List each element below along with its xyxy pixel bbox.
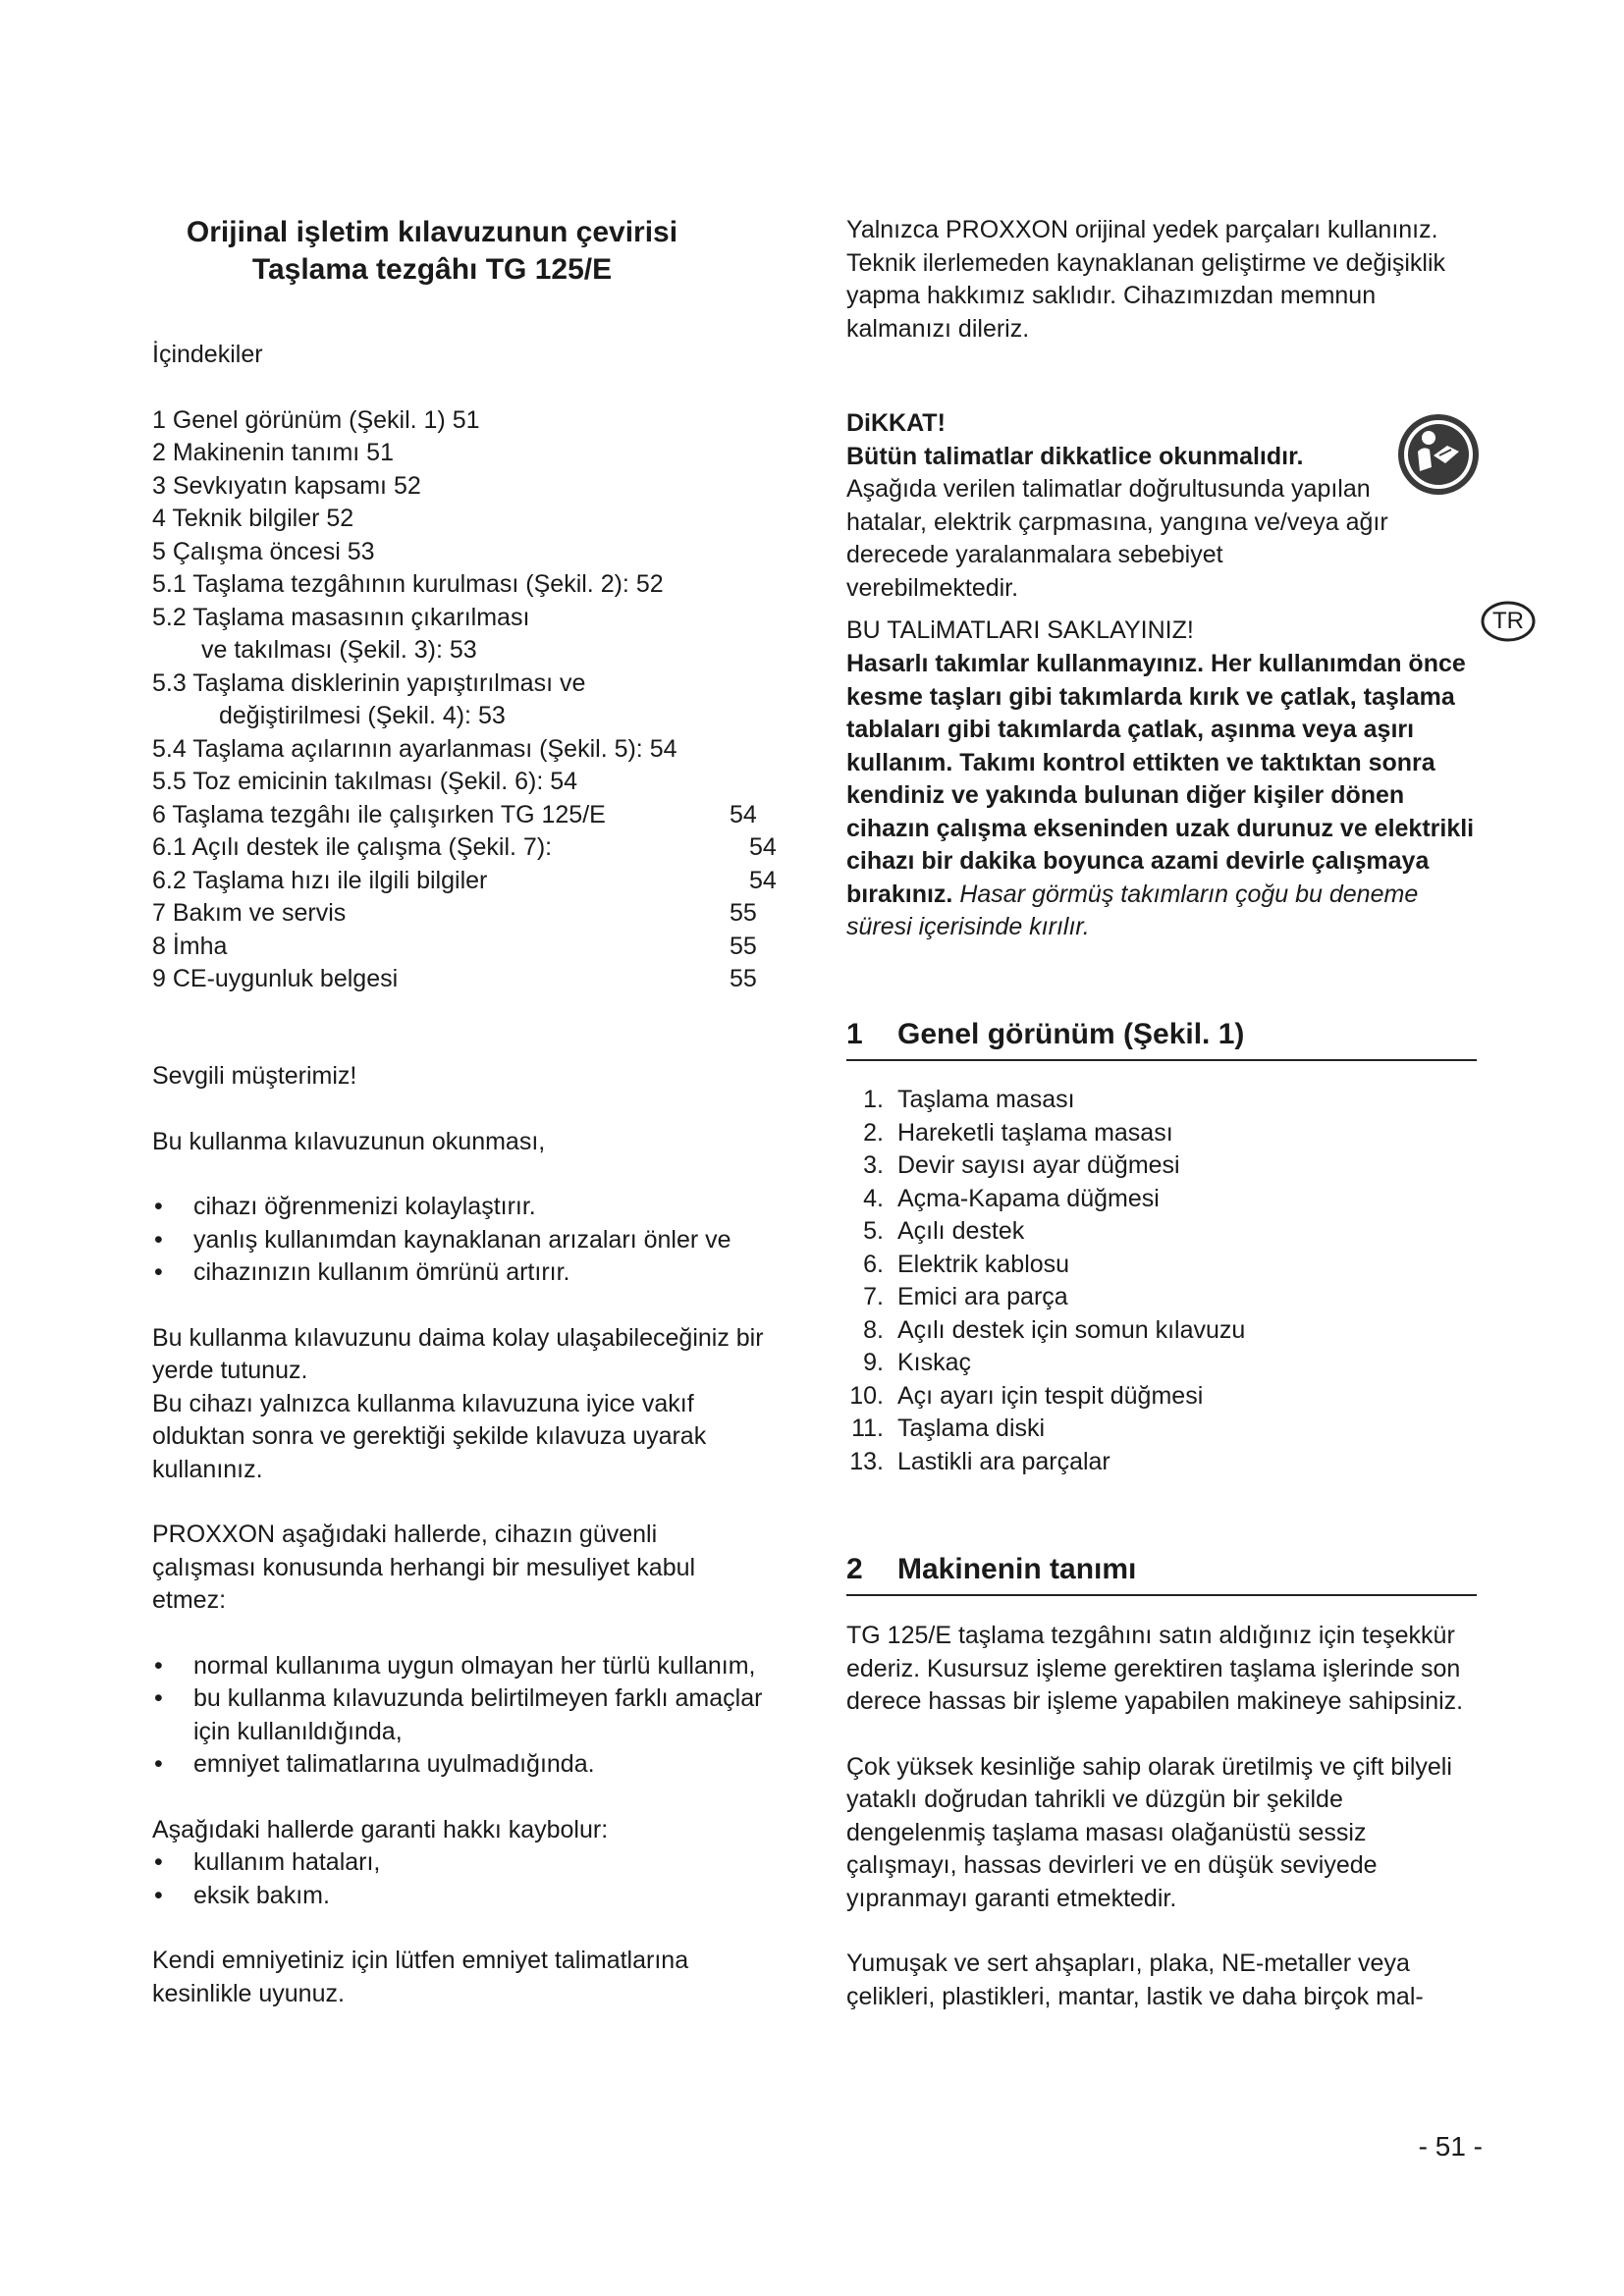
list-item-number: 1.: [863, 1086, 884, 1113]
toc-item: [152, 865, 781, 898]
list-item: [846, 1380, 1477, 1414]
list-item: • bu kullanma kılavuzunda belirtilmeyen farklı amaçlar için kullanıldığında,: [152, 1682, 781, 1748]
list-item-number: 7.: [863, 1283, 884, 1310]
list-item: [846, 1281, 1477, 1314]
page-number: - 51 -: [1418, 2131, 1483, 2162]
damaged-tools-warning: [846, 648, 1485, 944]
toc-item: [152, 799, 781, 832]
toc-item-label: 5.5 Toz emicinin takılması (Şekil. 6): 54: [152, 768, 578, 795]
greeting: Sevgili müşterimiz!: [152, 1062, 357, 1090]
warranty-list: [152, 1846, 781, 1912]
list-item-number: 9.: [863, 1349, 884, 1376]
toc-item: [152, 831, 781, 865]
list-item: • normal kullanıma uygun olmayan her türlü kullanım,: [152, 1650, 781, 1683]
attention-block: [846, 407, 1485, 648]
toc-item-page: 55: [730, 932, 757, 960]
toc-item-page: 54: [749, 833, 777, 861]
attention-title: DiKKAT!: [846, 409, 946, 437]
section-1-heading: [846, 1016, 1477, 1061]
list-item-label: Taşlama masası: [897, 1086, 1075, 1113]
attention-body: Aşağıda verilen talimatlar doğrultusunda yapılan hatalar, elektrik çarpmasına, yangına ve/veya ağır derecede yaralanmalara sebebiyet verebilmektedir.: [846, 475, 1388, 602]
left-column: [152, 1060, 781, 2010]
list-item-number: 6.: [863, 1250, 884, 1278]
tech-note-text: Teknik ilerlemeden kaynaklanan geliştirme ve değişiklik yapma hakkımız saklıdır. Cihazımızdan memnun kalmanızı dileriz.: [846, 248, 1446, 343]
toc-item-label: 5 Çalışma öncesi 53: [152, 537, 375, 565]
toc-item: [152, 602, 781, 635]
list-item: • cihazı öğrenmenizi kolaylaştırır.: [152, 1191, 781, 1224]
toc-item: [152, 634, 781, 667]
toc-item-label: 3 Sevkıyatın kapsamı 52: [152, 471, 421, 500]
toc-item: [152, 766, 781, 799]
language-badge: [1480, 599, 1537, 644]
list-item-label: Lastikli ara parçalar: [897, 1447, 1110, 1475]
damaged-tools-bold: Hasarlı takımlar kullanmayınız. Her kullanımdan önce kesme taşları gibi takımlarda kırık ve çatlak, taşlama tablaları gibi takımlarda çatlak, aşınma veya aşırı kullanım. Takımı kontrol ettikten ve taktıktan sonra kendiniz ve yakında bulunan diğer kişiler dönen cihazın çalışma ekseninden uzak durunuz ve elektrikli cihazı bir dakika boyunca azami devirle çalışmaya bırakınız.: [846, 650, 1475, 908]
toc-item-label: 5.1 Taşlama tezgâhının kurulması (Şekil. 2): 52: [152, 570, 664, 598]
right-column-intro: [846, 214, 1485, 346]
toc-item: [152, 404, 781, 438]
list-item: [846, 1215, 1477, 1249]
list-item-number: 5.: [863, 1217, 884, 1245]
list-item-label: Taşlama diski: [897, 1415, 1046, 1442]
toc-item-label: 4 Teknik bilgiler 52: [152, 505, 354, 532]
list-item-number: 10.: [849, 1381, 884, 1410]
toc-item-label: 8 İmha: [152, 932, 228, 960]
liability-list: [152, 1650, 781, 1782]
toc-item-label: 6 Taşlama tezgâhı ile çalışırken TG 125/E: [152, 800, 606, 828]
liability-text: PROXXON aşağıdaki hallerde, cihazın güvenli çalışması konusunda herhangi bir mesuliyet kabul etmez:: [152, 1521, 696, 1614]
toc-item-label: 6.1 Açılı destek ile çalışma (Şekil. 7):: [152, 833, 553, 861]
list-item-number: 11.: [851, 1415, 884, 1442]
section-2-para-1: TG 125/E taşlama tezgâhını satın aldığınız için teşekkür ederiz. Kusursuz işleme gerektiren taşlama işlerinde son derece hassas bir işleme yapabilen makineye sahipsiniz.: [846, 1622, 1464, 1715]
document-title: [147, 214, 717, 289]
toc-item-label: 9 CE-uygunluk belgesi: [152, 965, 399, 992]
toc-item-label: 5.2 Taşlama masasının çıkarılması: [152, 603, 530, 631]
list-item-label: Emici ara parça: [897, 1283, 1068, 1310]
overview-parts-list: [846, 1084, 1477, 1478]
list-item: • kullanım hataları,: [152, 1846, 781, 1880]
section-2-title: Makinenin tanımı: [897, 1553, 1137, 1585]
list-item-number: 2.: [863, 1118, 884, 1147]
toc-item: [152, 503, 781, 536]
section-2-para-2: Çok yüksek kesinliğe sahip olarak üretilmiş ve çift bilyeli yataklı doğrudan tahrikli ve düzgün bir şekilde dengelenmiş taşlama masası olağanüstü sessiz çalışmayı, hassas devirleri ve en düşük seviyede yıpranmayı garanti etmektedir.: [846, 1752, 1452, 1912]
toc-item-label: 7 Bakım ve servis: [152, 899, 347, 927]
attention-text: [846, 441, 1396, 606]
section-2-heading: [846, 1551, 1477, 1596]
list-item-number: 4.: [863, 1184, 884, 1212]
list-item: [846, 1183, 1477, 1216]
language-code: TR: [1492, 608, 1524, 634]
toc-item: [152, 568, 781, 602]
toc-heading: İçindekiler: [152, 341, 263, 368]
toc-item: [152, 733, 781, 767]
toc-item-label: 6.2 Taşlama hızı ile ilgili bilgiler: [152, 866, 488, 894]
keep-instructions-text: BU TALiMATLARI SAKLAYINIZ!: [846, 616, 1194, 644]
list-item-label: Hareketli taşlama masası: [897, 1118, 1173, 1147]
section-2: [846, 1551, 1477, 2013]
safety-text: Kendi emniyetiniz için lütfen emniyet talimatlarına kesinlikle uyunuz.: [152, 1947, 689, 2007]
toc-item: [152, 536, 781, 569]
list-item: • yanlış kullanımdan kaynaklanan arızaları önler ve: [152, 1224, 781, 1257]
warranty-text: Aşağıdaki hallerde garanti hakkı kaybolur:: [152, 1815, 609, 1843]
list-item-label: Açılı destek için somun kılavuzu: [897, 1315, 1246, 1344]
list-item: [846, 1347, 1477, 1380]
list-item: [846, 1149, 1477, 1183]
title-line-2: Taşlama tezgâhı TG 125/E: [251, 253, 613, 286]
toc-item-label: 1 Genel görünüm (Şekil. 1) 51: [152, 405, 480, 434]
toc-item-label: 5.3 Taşlama disklerinin yapıştırılması ve: [152, 668, 586, 697]
toc-item-label: 2 Makinenin tanımı 51: [152, 439, 394, 466]
toc-item: [152, 963, 781, 996]
section-1-number: 1: [846, 1018, 863, 1050]
use-manual-text: Bu cihazı yalnızca kullanma kılavuzuna iyice vakıf olduktan sonra ve gerektiği şekilde kılavuza uyarak kullanınız.: [152, 1389, 707, 1483]
list-item-label: Açma-Kapama düğmesi: [897, 1184, 1160, 1212]
table-of-contents: [152, 339, 781, 996]
toc-item: [152, 931, 781, 964]
list-item-label: Kıskaç: [897, 1349, 972, 1376]
list-item: [846, 1084, 1477, 1117]
section-2-number: 2: [846, 1553, 863, 1585]
toc-item: [152, 700, 781, 733]
list-item-label: Açılı destek: [897, 1217, 1025, 1245]
toc-item-label: değiştirilmesi (Şekil. 4): 53: [219, 702, 506, 729]
section-1-title: Genel görünüm (Şekil. 1): [897, 1018, 1245, 1050]
list-item: [846, 1413, 1477, 1446]
intro-text: Bu kullanma kılavuzunun okunması,: [152, 1127, 546, 1155]
list-item: [846, 1117, 1477, 1150]
toc-item-label: ve takılması (Şekil. 3): 53: [201, 636, 477, 664]
section-1: [846, 1016, 1477, 1478]
damaged-tools-italic: Hasar görmüş takımların çoğu bu deneme süresi içerisinde kırılır.: [846, 880, 1419, 940]
damaged-tools-text: [846, 648, 1485, 944]
section-2-para-3: Yumuşak ve sert ahşapları, plaka, NE-metaller veya çelikleri, plastikleri, mantar, lastik ve daha birçok mal-: [846, 1949, 1424, 2010]
list-item: • emniyet talimatlarına uyulmadığında.: [152, 1748, 781, 1782]
list-item: • eksik bakım.: [152, 1880, 781, 1913]
toc-item: [152, 470, 781, 504]
list-item: • cihazınızın kullanım ömrünü artırır.: [152, 1256, 781, 1290]
toc-list: [152, 404, 781, 996]
toc-item-page: 54: [749, 866, 777, 894]
read-manual-icon: [1396, 412, 1481, 497]
benefits-list: [152, 1191, 781, 1290]
toc-item-page: 55: [730, 965, 757, 992]
attention-bold: Bütün talimatlar dikkatlice okunmalıdır.: [846, 442, 1304, 470]
list-item-label: Elektrik kablosu: [897, 1250, 1070, 1278]
toc-item-page: 54: [730, 800, 757, 828]
toc-item: [152, 667, 781, 701]
list-item-label: Devir sayısı ayar düğmesi: [897, 1151, 1180, 1179]
toc-item: [152, 437, 781, 470]
list-item-number: 8.: [863, 1315, 884, 1344]
toc-item-page: 55: [730, 899, 757, 927]
toc-item-label: 5.4 Taşlama açılarının ayarlanması (Şekil. 5): 54: [152, 734, 677, 763]
spare-parts-text: Yalnızca PROXXON orijinal yedek parçaları kullanınız.: [846, 216, 1438, 243]
list-item: [846, 1314, 1477, 1348]
toc-item: [152, 897, 781, 931]
list-item-number: 3.: [863, 1151, 884, 1179]
list-item-number: 13.: [849, 1447, 884, 1475]
list-item-label: Açı ayarı için tespit düğmesi: [897, 1381, 1204, 1410]
list-item: [846, 1249, 1477, 1282]
keep-manual-text: Bu kullanma kılavuzunu daima kolay ulaşabileceğiniz bir yerde tutunuz.: [152, 1323, 764, 1384]
title-line-1: Orijinal işletim kılavuzunun çevirisi: [186, 216, 678, 248]
list-item: [846, 1446, 1477, 1479]
